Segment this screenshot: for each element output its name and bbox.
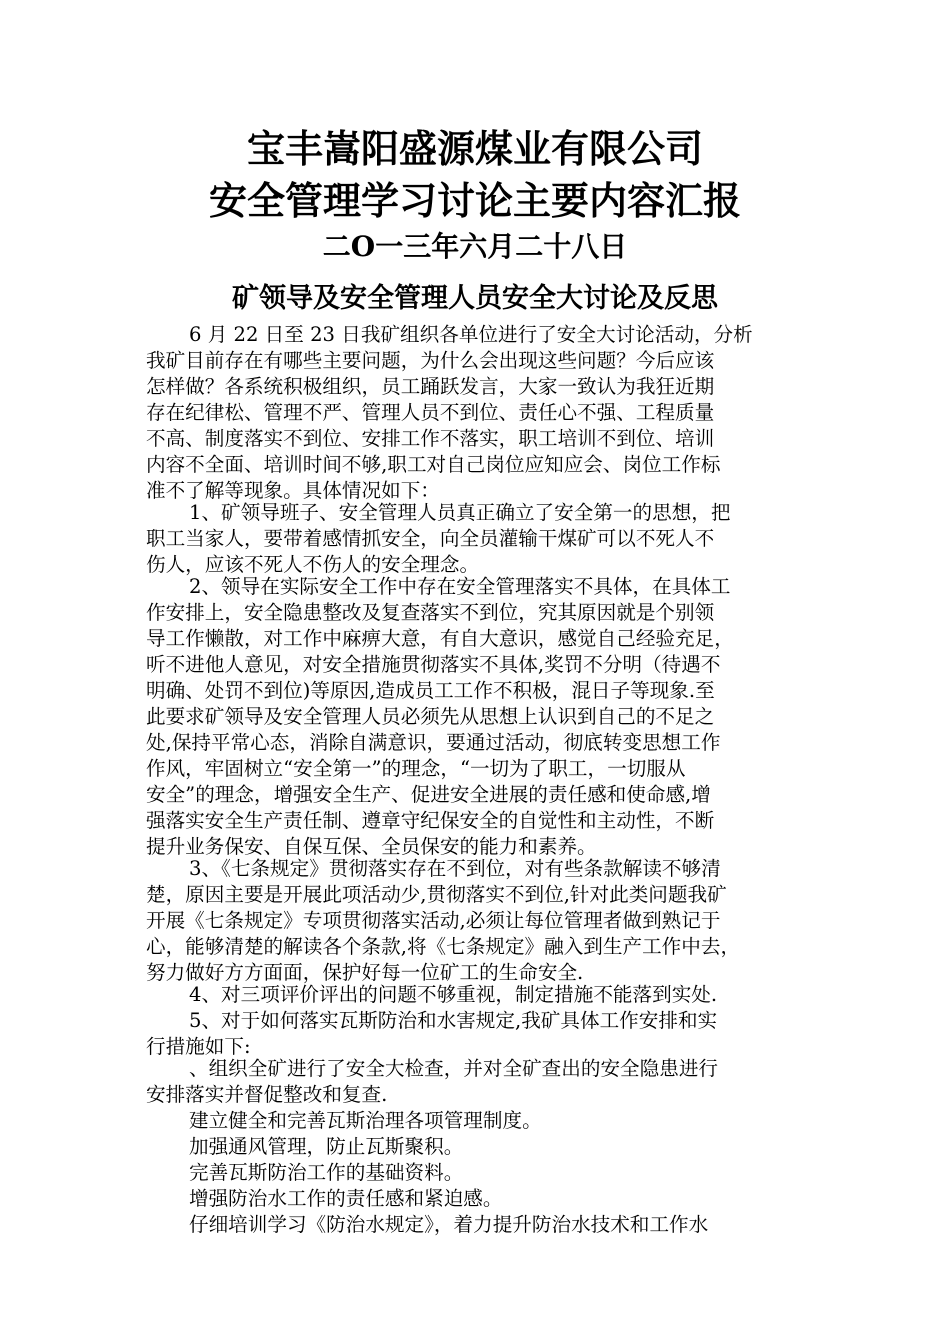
body-line: 存在纪律松、管理不严、管理人员不到位、责任心不强、工程质量: [146, 401, 715, 424]
body-line: 4、对三项评价评出的问题不够重视，制定措施不能落到实处.: [189, 983, 718, 1006]
body-line: 作安排上，安全隐患整改及复查落实不到位，究其原因就是个别领: [146, 601, 715, 624]
report-title: 安全管理学习讨论主要内容汇报: [208, 178, 741, 223]
section-heading: 矿领导及安全管理人员安全大讨论及反思: [232, 283, 718, 314]
body-line: 强落实安全生产责任制、遵章守纪保安全的自觉性和主动性，不断: [146, 809, 715, 832]
body-line: 处,保持平常心态，消除自满意识，要通过活动，彻底转变思想工作: [146, 731, 721, 754]
body-line: 我矿目前存在有哪些主要问题，为什么会出现这些问题？今后应该: [146, 349, 715, 372]
body-line: 此要求矿领导及安全管理人员必须先从思想上认识到自己的不足之: [146, 705, 715, 728]
report-date: 二O一三年六月二十八日: [322, 230, 628, 263]
body-line: 5、对于如何落实瓦斯防治和水害规定,我矿具体工作安排和实: [189, 1009, 718, 1032]
body-line: 职工当家人，要带着感情抓安全，向全员灌输干煤矿可以不死人不: [146, 527, 715, 550]
body-line: 完善瓦斯防治工作的基础资料。: [189, 1161, 464, 1184]
body-line: 明确、处罚不到位)等原因,造成员工工作不积极，混日子等现象.至: [146, 679, 715, 702]
body-line: 开展《七条规定》专项贯彻落实活动,必须让每位管理者做到熟记于: [146, 909, 721, 932]
body-line: 、组织全矿进行了安全大检查，并对全矿查出的安全隐患进行: [189, 1057, 719, 1080]
body-line: 加强通风管理，防止瓦斯聚积。: [189, 1135, 464, 1158]
body-line: 内容不全面、培训时间不够,职工对自己岗位应知应会、岗位工作标: [146, 453, 721, 476]
body-line: 楚，原因主要是开展此项活动少,贯彻落实不到位,针对此类问题我矿: [146, 883, 727, 906]
body-line: 心，能够清楚的解读各个条款,将《七条规定》融入到生产工作中去，: [146, 935, 741, 958]
body-line: 仔细培训学习《防治水规定》，着力提升防治水技术和工作水: [189, 1213, 709, 1236]
body-line: 安全”的理念，增强安全生产、促进安全进展的责任感和使命感,增: [146, 783, 711, 806]
body-line: 不高、制度落实不到位、安排工作不落实，职工培训不到位、培训: [146, 427, 715, 450]
body-line: 增强防治水工作的责任感和紧迫感。: [189, 1187, 503, 1210]
body-line: 安排落实并督促整改和复查.: [146, 1083, 388, 1106]
body-line: 2、领导在实际安全工作中存在安全管理落实不具体，在具体工: [189, 575, 731, 598]
body-line: 建立健全和完善瓦斯治理各项管理制度。: [189, 1109, 542, 1132]
body-line: 伤人，应该不死人不伤人的安全理念。: [146, 553, 480, 576]
body-line: 怎样做？各系统积极组织，员工踊跃发言，大家一致认为我狂近期: [146, 375, 715, 398]
company-title: 宝丰嵩阳盛源煤业有限公司: [246, 126, 703, 171]
body-line: 提升业务保安、自保互保、全员保安的能力和素养。: [146, 835, 597, 858]
body-line: 3、《七条规定》贯彻落实存在不到位，对有些条款解读不够清: [189, 857, 721, 880]
body-line: 准不了解等现象。具体情况如下：: [146, 479, 440, 502]
body-line: 1、矿领导班子、安全管理人员真正确立了安全第一的思想，把: [189, 501, 731, 524]
body-line: 导工作懒散，对工作中麻痹大意，有自大意识，感觉自己经验充足，: [146, 627, 734, 650]
body-line: 听不进他人意见，对安全措施贯彻落实不具体,奖罚不分明（待遇不: [146, 653, 721, 676]
body-line: 6 月 22 日至 23 日我矿组织各单位进行了安全大讨论活动，分析: [189, 323, 753, 346]
body-line: 行措施如下:: [146, 1035, 251, 1058]
body-line: 作风，牢固树立“安全第一”的理念，“一切为了职工，一切服从: [146, 757, 686, 780]
body-line: 努力做好方方面面，保护好每一位矿工的生命安全.: [146, 961, 584, 984]
